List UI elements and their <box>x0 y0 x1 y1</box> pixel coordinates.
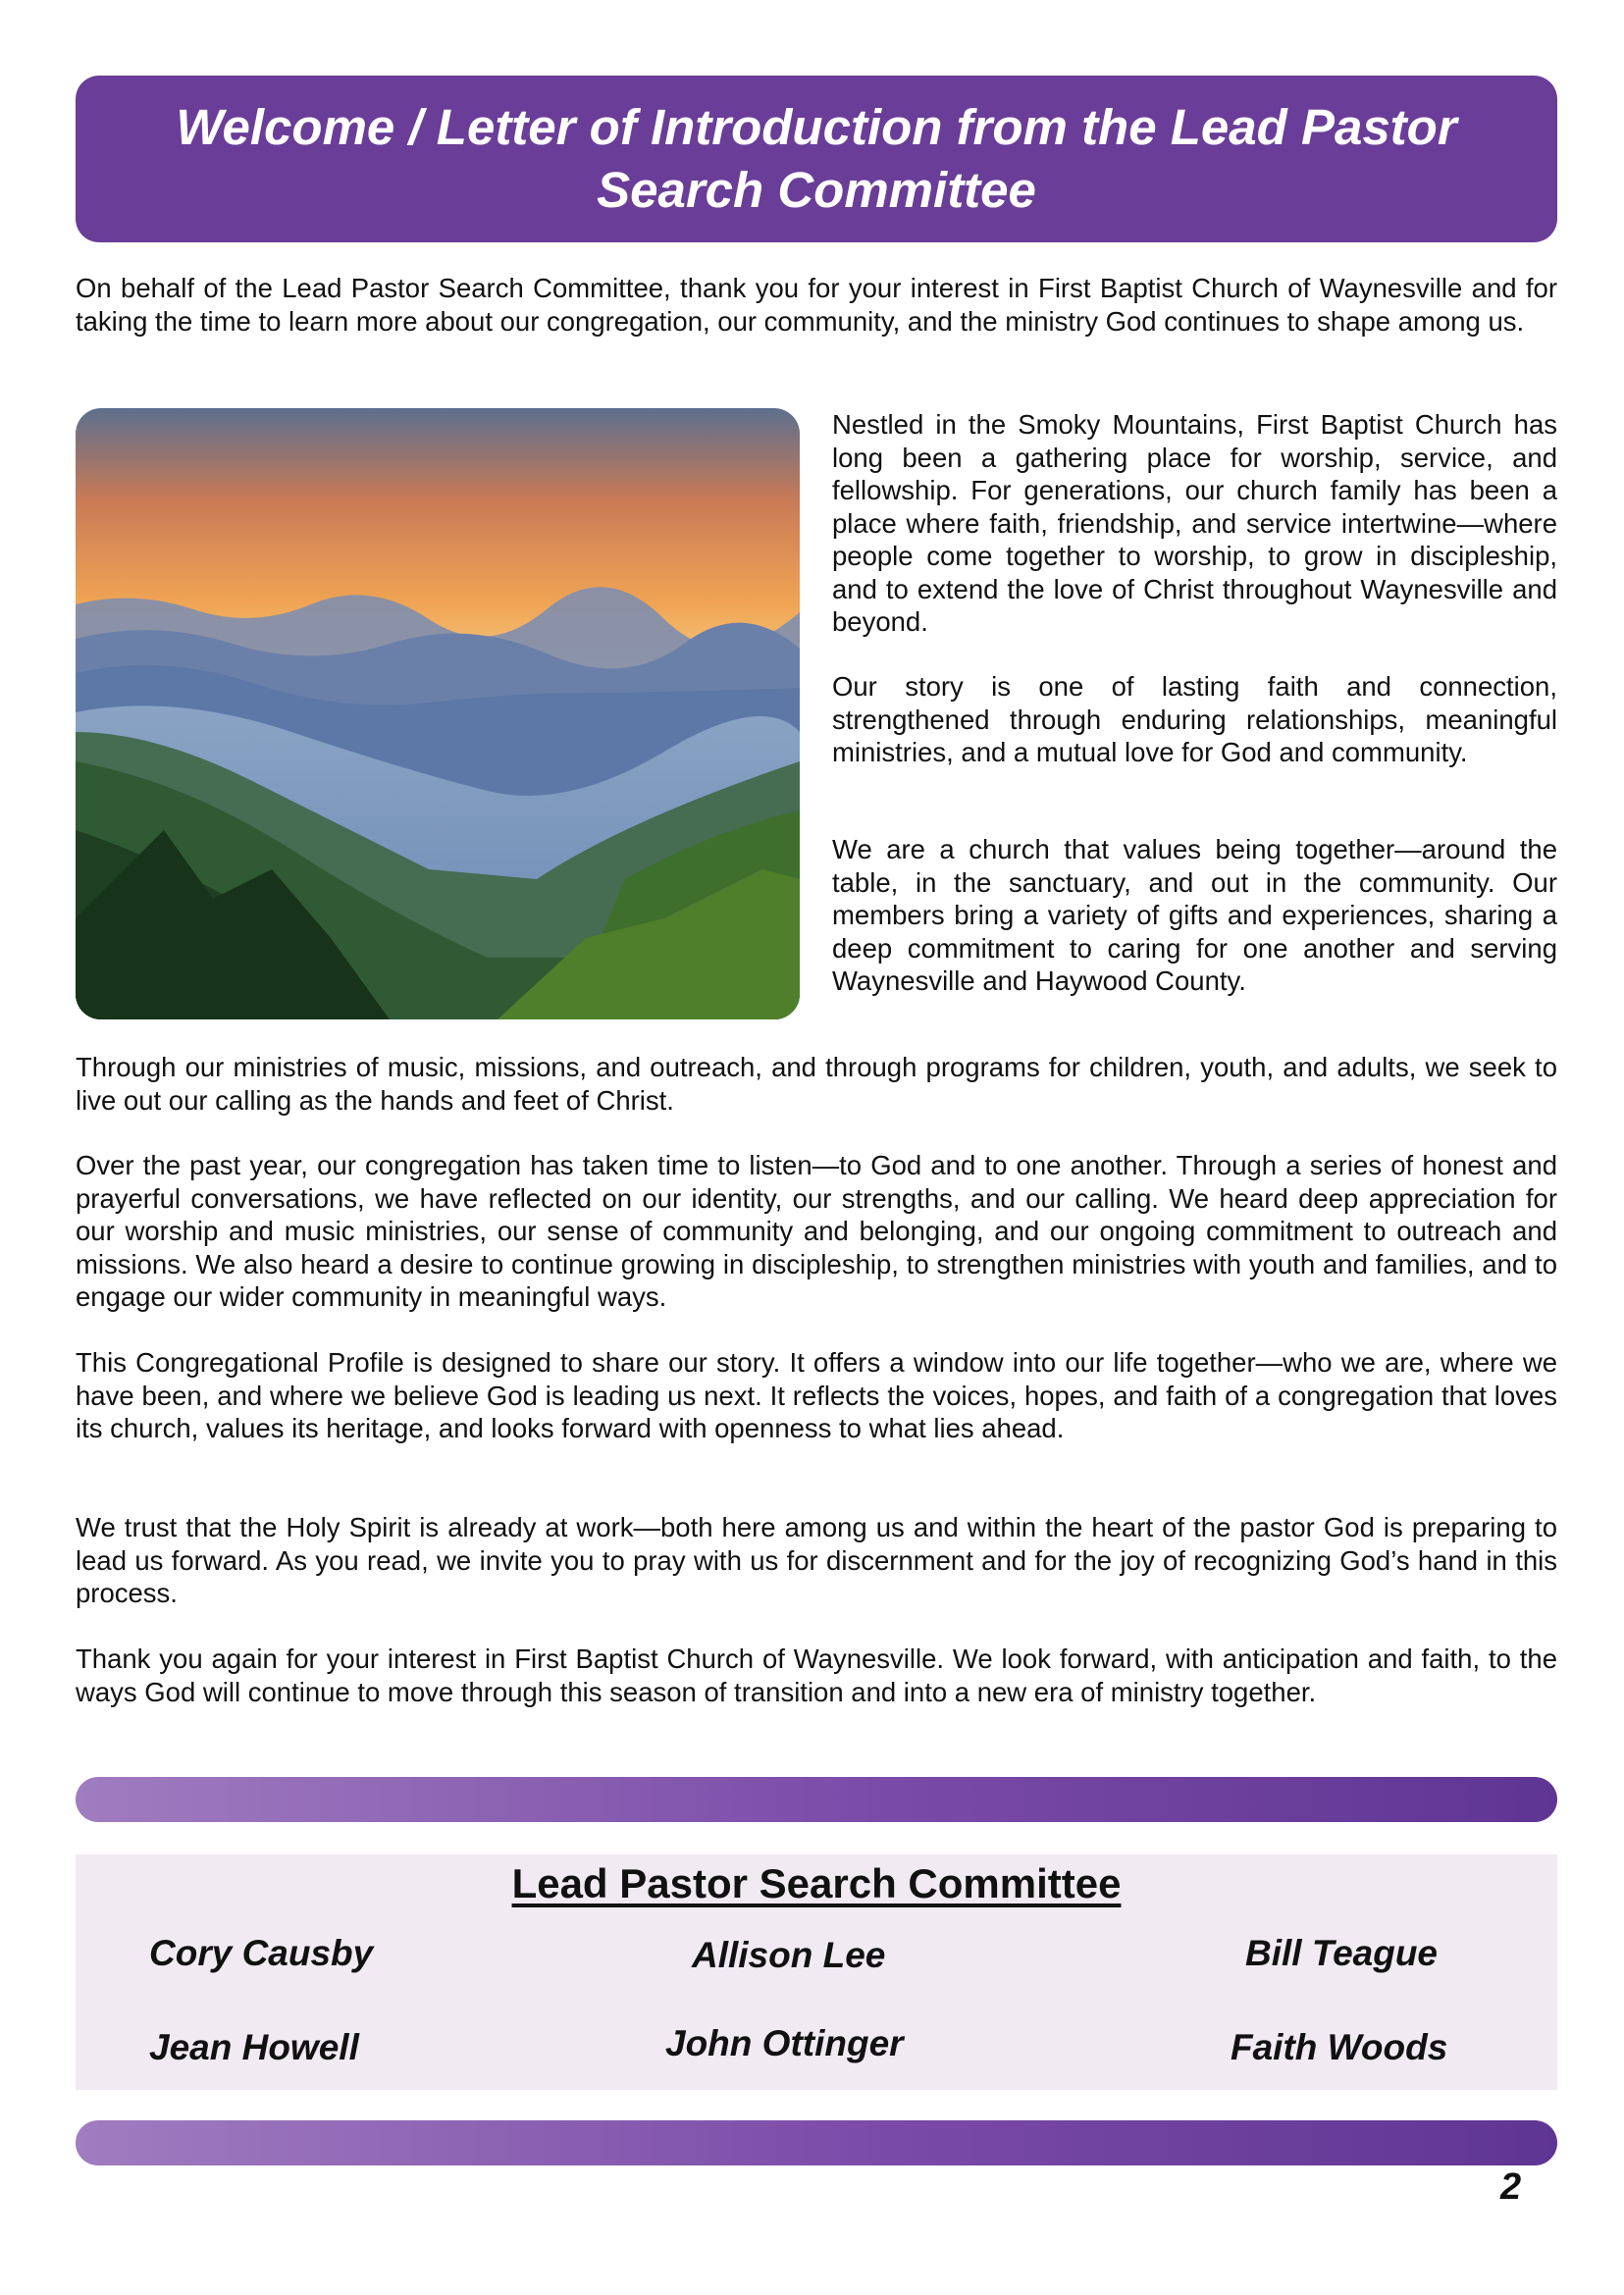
body-paragraph-2: Over the past year, our congregation has taken time to listen—to God and to one another. Through a series of honest and prayerful conversations, we have reflected on our identity, our strengths, and our calling. We heard deep appreciation for our worship and music ministries, our sense of community and belonging, and our ongoing commitment to outreach and missions. We also heard a desire to continue growing in discipleship, to strengthen ministries with youth and families, and to engage our wider community in meaningful ways. <box>76 1150 1557 1312</box>
committee-member: Jean Howell <box>149 2027 359 2067</box>
body-paragraph-4: We trust that the Holy Spirit is already at work—both here among us and within the heart of the pastor God is preparing to lead us forward. As you read, we invite you to pray with us for discernment and for the joy of recognizing God’s hand in this process. <box>76 1512 1557 1608</box>
committee-member: John Ottinger <box>665 2023 904 2063</box>
body-paragraph-5: Thank you again for your interest in First Baptist Church of Waynesville. We look forward, with anticipation and faith, to the ways God will continue to move through this season of transition and into a new era of ministry together. <box>76 1643 1557 1707</box>
committee-title: Lead Pastor Search Committee <box>511 1860 1122 1906</box>
committee-member: Faith Woods <box>1231 2027 1448 2067</box>
side-paragraph-3: We are a church that values being together—around the table, in the sanctuary, and out in the community. Our members bring a variety of gifts and experiences, sharing a deep commitment to caring for one another and serving Waynesville and Haywood County. <box>832 834 1557 996</box>
committee-member: Cory Causby <box>149 1933 374 1973</box>
body-paragraph-3: This Congregational Profile is designed to share our story. It offers a window into our life together—who we are, where we have been, and where we believe God is leading us next. It reflects the voices, hopes, and faith of a congregation that loves its church, values its heritage, and looks forward with openness to what lies ahead. <box>76 1347 1557 1443</box>
intro-paragraph: On behalf of the Lead Pastor Search Committee, thank you for your interest in First Baptist Church of Waynesville and for taking the time to learn more about our congregation, our community, and the ministry God continues to shape among us. <box>76 273 1557 337</box>
header-banner <box>76 76 1557 242</box>
smoky-mountains-photo <box>76 408 800 1019</box>
divider-bar-top <box>76 1777 1557 1822</box>
page-title: Welcome / Letter of Introduction from the Lead Pastor Search Committee <box>176 99 1457 218</box>
body-paragraph-1: Through our ministries of music, missions, and outreach, and through programs for children, youth, and adults, we seek to live out our calling as the hands and feet of Christ. <box>76 1052 1557 1116</box>
side-paragraph-2: Our story is one of lasting faith and connection, strengthened through enduring relationships, meaningful ministries, and a mutual love for God and community. <box>832 671 1557 767</box>
committee-section <box>76 1854 1557 2090</box>
committee-member: Bill Teague <box>1245 1933 1439 1973</box>
side-paragraph-1: Nestled in the Smoky Mountains, First Baptist Church has long been a gathering place for worship, service, and fellowship. For generations, our church family has been a place where faith, friendship, and service intertwine—where people come together to worship, to grow in discipleship, and to extend the love of Christ throughout Waynesville and beyond. <box>832 409 1557 637</box>
page-number: 2 <box>1500 2166 1522 2208</box>
committee-member: Allison Lee <box>692 1935 886 1975</box>
mountain-landscape-image <box>76 408 800 1019</box>
divider-bar-bottom <box>76 2120 1557 2165</box>
